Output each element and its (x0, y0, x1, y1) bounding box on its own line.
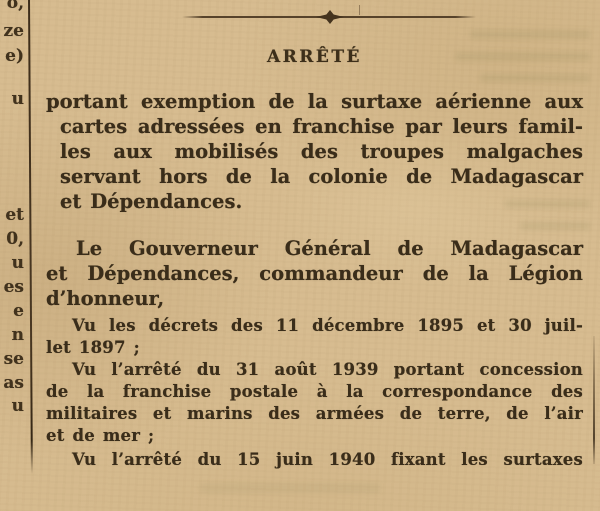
paragraph-vu-2 (46, 359, 583, 447)
paragraph-vu-3 (46, 449, 583, 471)
left-column-fragment: e) (5, 46, 24, 66)
opening-line: Le Gouverneur Général de Madagascar (76, 237, 583, 260)
left-column-fragment: u (11, 253, 24, 273)
vu-line: let 1897 ; (46, 338, 140, 357)
main-column (30, 0, 595, 471)
left-column-fragment: se (3, 349, 24, 369)
subject-line: servant hors de la colonie de Madagascar (60, 165, 583, 188)
vu-line: Vu l’arrêté du 15 juin 1940 fixant les surtaxes (72, 450, 583, 469)
left-column-fragment: 0, (6, 229, 24, 249)
left-column-fragment: ze (3, 21, 24, 41)
subject-line: les aux mobilisés des troupes malgaches (60, 140, 583, 163)
vu-line: Vu l’arrêté du 31 août 1939 portant concession (72, 360, 583, 379)
left-column-fragment: u (11, 396, 24, 416)
left-column-fragment: n (11, 325, 24, 345)
bleed-through-mark (200, 483, 380, 493)
section-ornament (46, 5, 583, 27)
subject-line: et Dépendances. (60, 190, 243, 213)
paragraph-subject (46, 89, 583, 214)
vu-line: militaires et marins des armées de terre, de l’air (46, 404, 583, 423)
left-column-fragment: et (5, 205, 24, 225)
subject-line: portant exemption de la surtaxe aérienne aux (46, 90, 583, 113)
vu-line: Vu les décrets des 11 décembre 1895 et 30 juil- (72, 316, 583, 335)
opening-line: d’honneur, (46, 287, 165, 310)
arrete-heading: ARRÊTÉ (266, 47, 362, 67)
paragraph-vu-1 (46, 315, 583, 359)
paragraph-opening (46, 236, 583, 311)
ornament-tick (359, 5, 360, 15)
left-column-fragment: as (3, 373, 24, 393)
left-column-fragment: e (13, 301, 24, 321)
left-column-fragment: o, (6, 0, 24, 13)
subject-line: cartes adressées en franchise par leurs famil- (60, 115, 583, 138)
diamond-ornament (316, 10, 344, 24)
left-column-strip (0, 0, 26, 511)
vu-line: et de mer ; (46, 426, 155, 445)
left-column-fragment: es (3, 277, 24, 297)
opening-line: et Dépendances, commandeur de la Légion (46, 262, 583, 285)
left-column-fragment: u (11, 89, 24, 109)
vu-line: de la franchise postale à la correspondance des (46, 382, 583, 401)
